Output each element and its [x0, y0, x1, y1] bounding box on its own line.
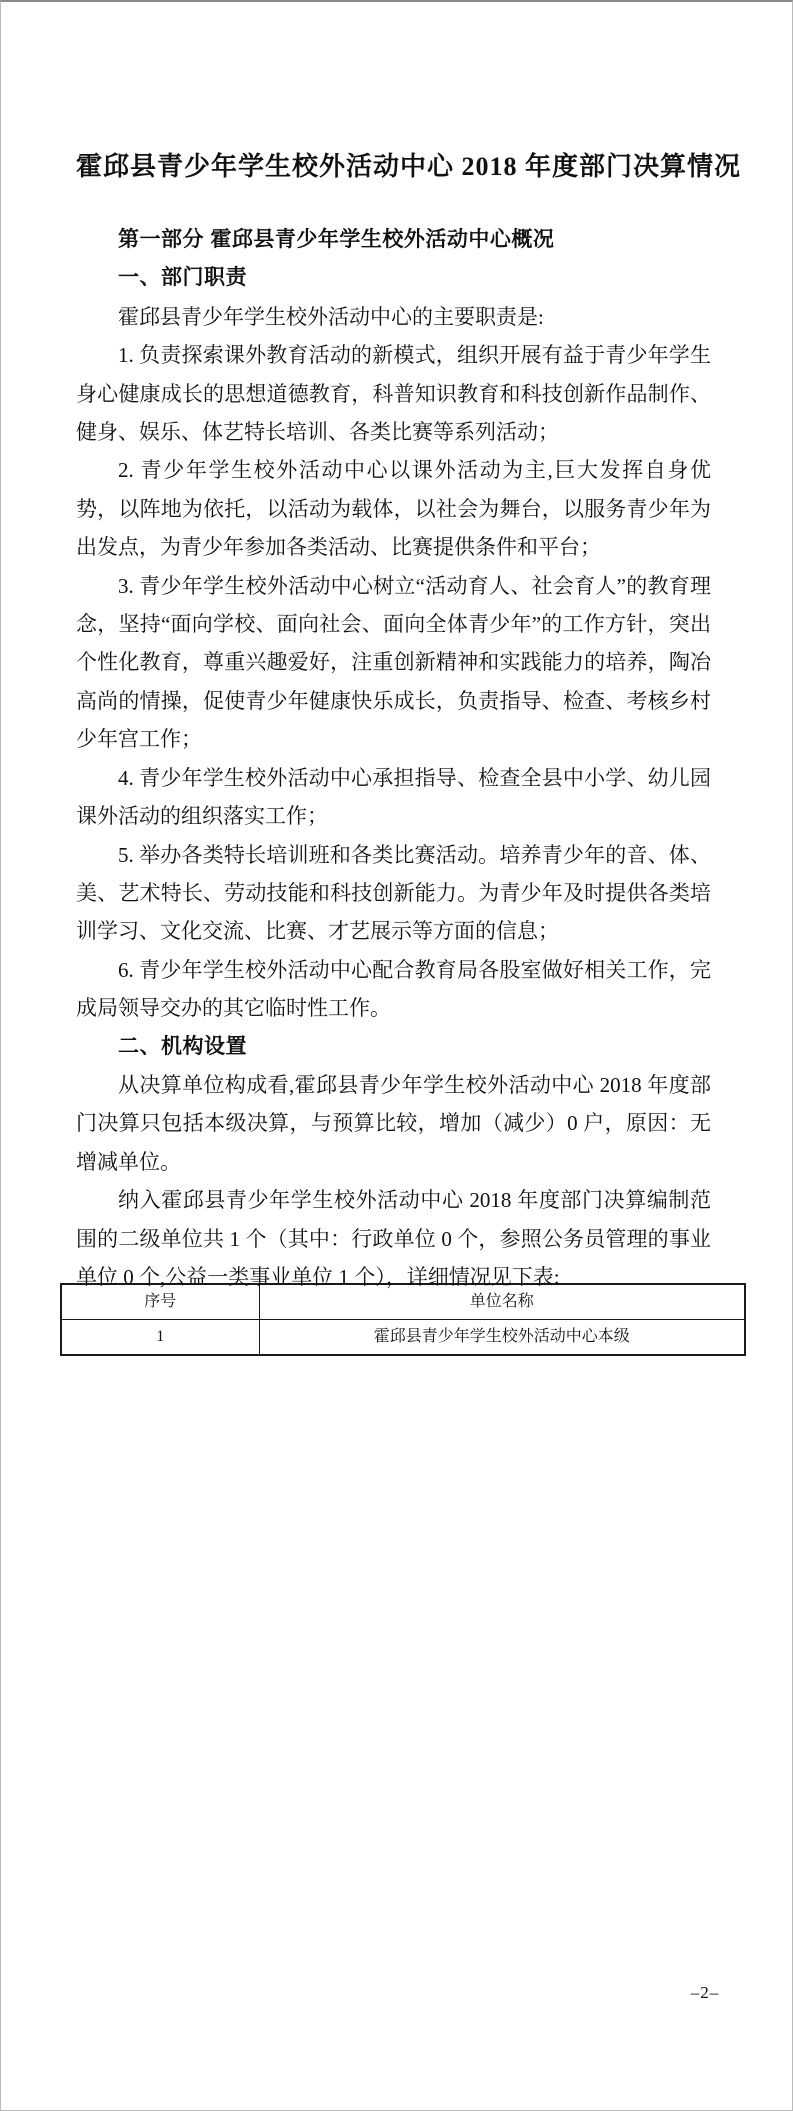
paragraph-duty-4: 4. 青少年学生校外活动中心承担指导、检查全县中小学、幼儿园课外活动的组织落实工作；: [76, 765, 711, 829]
document-body: [76, 221, 711, 1296]
document-title: 霍邱县青少年学生校外活动中心 2018 年度部门决算情况: [76, 152, 742, 181]
table-cell-unit-name: 霍邱县青少年学生校外活动中心本级: [259, 1320, 745, 1356]
document-content: [76, 147, 742, 1356]
paragraph-duties-intro: 霍邱县青少年学生校外活动中心的主要职责是:: [118, 304, 544, 329]
paragraph-duty-3: 3. 青少年学生校外活动中心树立“活动育人、社会育人”的教育理念，坚持“面向学校、面向社会、面向全体青少年”的工作方针，突出个性化教育，尊重兴趣爱好，注重创新精神和实践能力的培养，陶冶高尚的情操，促使青少年健康快乐成长，负责指导、检查、考核乡村少年宫工作；: [76, 573, 711, 752]
page-number: –2–: [690, 1983, 720, 2002]
table-header-cell-unit-name: 单位名称: [259, 1284, 745, 1320]
table-header-cell-index: 序号: [61, 1284, 259, 1320]
paragraph-duty-5: 5. 举办各类特长培训班和各类比赛活动。培养青少年的音、体、美、艺术特长、劳动技能和科技创新能力。为青少年及时提供各类培训学习、文化交流、比赛、才艺展示等方面的信息；: [76, 842, 711, 944]
paragraph-org-2: 纳入霍邱县青少年学生校外活动中心 2018 年度部门决算编制范围的二级单位共 1 个（其中：行政单位 0 个，参照公务员管理的事业单位 0 个,公益一类事业单位 1 个），详细情况见下表:: [76, 1188, 711, 1289]
section-heading-organization: 二、机构设置: [118, 1034, 247, 1058]
section-heading-duties: 一、部门职责: [118, 266, 247, 290]
paragraph-org-1: 从决算单位构成看,霍邱县青少年学生校外活动中心 2018 年度部门决算只包括本级决算，与预算比较，增加（减少）0 户，原因：无增减单位。: [76, 1072, 711, 1174]
table-row: [61, 1320, 745, 1356]
paragraph-duty-1: 1. 负责探索课外教育活动的新模式，组织开展有益于青少年学生身心健康成长的思想道德教育，科普知识教育和科技创新作品制作、健身、娱乐、体艺特长培训、各类比赛等系列活动；: [76, 343, 711, 445]
paragraph-duty-2: 2. 青少年学生校外活动中心以课外活动为主,巨大发挥自身优势，以阵地为依托，以活动为载体，以社会为舞台，以服务青少年为出发点，为青少年参加各类活动、比赛提供条件和平台；: [76, 458, 711, 560]
section-heading-part1: 第一部分 霍邱县青少年学生校外活动中心概况: [118, 228, 555, 251]
paragraph-duty-6: 6. 青少年学生校外活动中心配合教育局各股室做好相关工作，完成局领导交办的其它临时性工作。: [76, 957, 711, 1021]
table-cell-index: 1: [61, 1320, 259, 1356]
